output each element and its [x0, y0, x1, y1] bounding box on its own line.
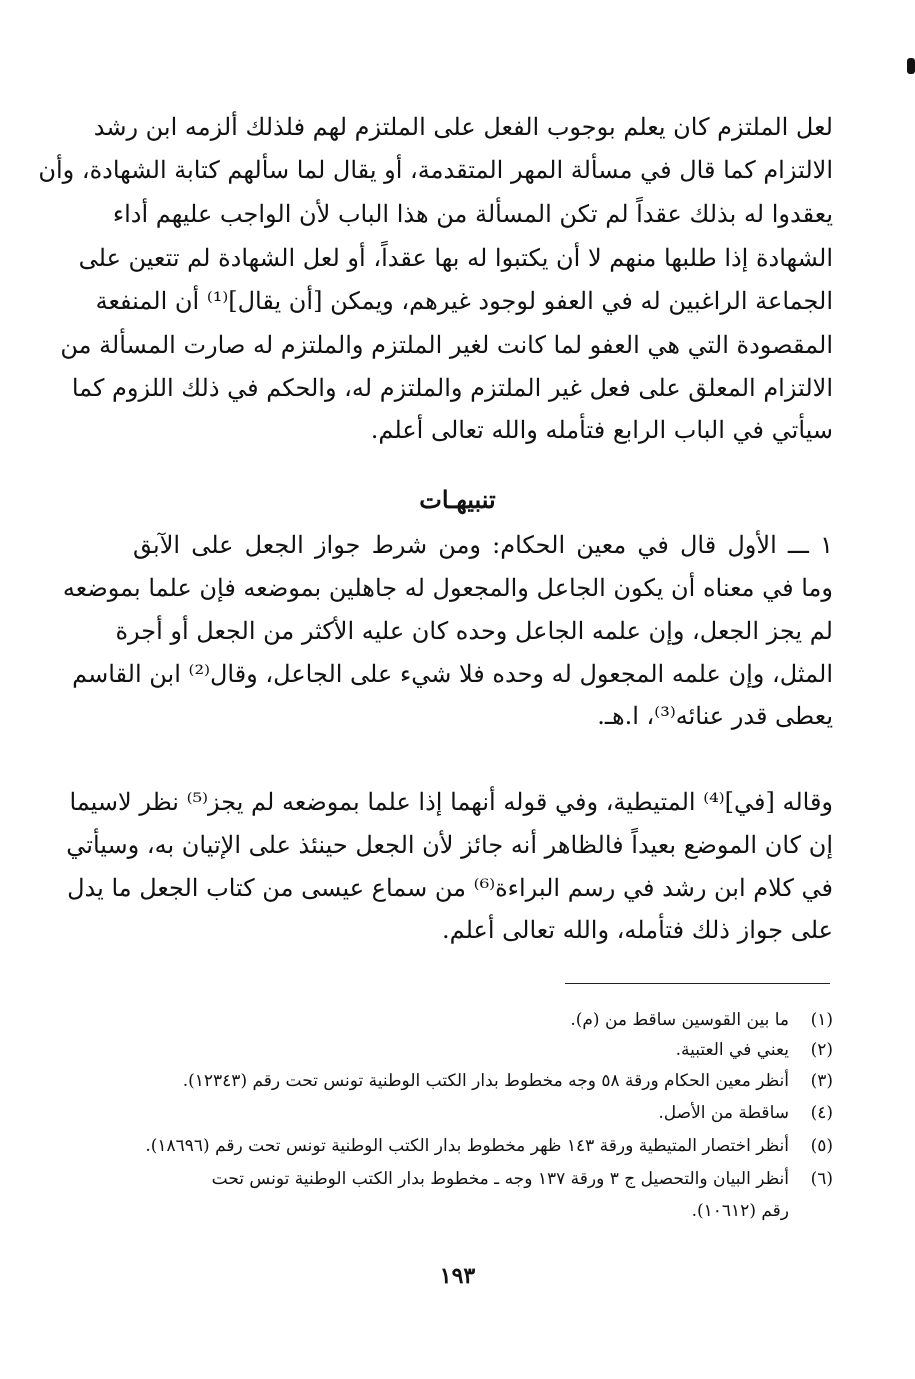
paragraph-1-line-6: المقصودة التي هي العفو لما كانت لغير الملتزم والملتزم له صارت المسألة من [60, 331, 833, 359]
footnote-number: (٤) [810, 1103, 833, 1123]
paragraph-2-line-4: المثل، وإن علمه المجعول له وحده فلا شيء على الجاعل، وقال⁽²⁾ ابن القاسم [72, 660, 833, 688]
footnote-5 [133, 1131, 833, 1161]
paragraph-2-line-5: يعطى قدر عنائه⁽³⁾، ا.هـ. [597, 702, 833, 730]
footnote-6-continuation: رقم (١٠٦١٢). [691, 1201, 789, 1221]
paragraph-1-line-5: الجماعة الراغبين له في العفو لوجود غيرهم، ويمكن [أن يقال]⁽¹⁾ أن المنفعة [95, 287, 833, 315]
footnote-3 [133, 1066, 833, 1096]
paragraph-1-line-3: يعقدوا له بذلك عقداً لم تكن المسألة من هذا الباب لأن الواجب عليهم أداء [112, 200, 833, 228]
paragraph-1-line-4: الشهادة إذا طلبها منهم لا أن يكتبوا له بها عقداً، أو لعل الشهادة لم تتعين على [78, 244, 833, 272]
footnote-6 [133, 1164, 833, 1194]
footnote-number: (٢) [810, 1040, 833, 1060]
scan-margin-mark [907, 58, 915, 74]
paragraph-3-line-3: في كلام ابن رشد في رسم البراءة⁽⁶⁾ من سماع عيسى من كتاب الجعل ما يدل [67, 874, 833, 902]
paragraph-1-line-1: لعل الملتزم كان يعلم بوجوب الفعل على الملتزم لهم فلذلك ألزمه ابن رشد [93, 113, 833, 141]
page-number: ١٩٣ [439, 1263, 476, 1289]
footnote-number: (٣) [810, 1071, 833, 1091]
footnote-2 [133, 1035, 833, 1065]
paragraph-3-line-1: وقاله [في]⁽⁴⁾ المتيطية، وفي قوله أنهما إذا علما بموضعه لم يجز⁽⁵⁾ نظر لاسيما [69, 788, 833, 816]
paragraph-1-line-8: سيأتي في الباب الرابع فتأمله والله تعالى أعلم. [370, 416, 833, 444]
footnote-text: ما بين القوسين ساقط من (م). [570, 1010, 789, 1030]
paragraph-2-line-1: ١ ـــ الأول قال في معين الحكام: ومن شرط جواز الجعل على الآبق [133, 531, 833, 559]
paragraph-3-line-4: على جواز ذلك فتأمله، والله تعالى أعلم. [441, 916, 833, 944]
footnote-text: ساقطة من الأصل. [658, 1103, 789, 1123]
footnote-separator [565, 983, 830, 984]
section-heading: تنبيهـات [419, 485, 496, 514]
paragraph-1-line-7: الالتزام المعلق على فعل غير الملتزم والملتزم له، والحكم في ذلك اللزوم كما [71, 374, 833, 402]
paragraph-2-line-2: وما في معناه أن يكون الجاعل والمجعول له جاهلين بموضعه فإن علما بموضعه [62, 574, 833, 602]
footnote-number: (٥) [810, 1136, 833, 1156]
paragraph-1-line-2: الالتزام كما قال في مسألة المهر المتقدمة، أو يقال لما سألهم كتابة الشهادة، وأن [38, 156, 833, 184]
footnote-1 [133, 1005, 833, 1035]
footnote-text: أنظر البيان والتحصيل ج ٣ ورقة ١٣٧ وجه ـ مخطوط بدار الكتب الوطنية تونس تحت [211, 1169, 789, 1189]
footnote-number: (١) [810, 1010, 833, 1030]
paragraph-2-line-3: لم يجز الجعل، وإن علمه الجاعل وحده كان عليه الأكثر من الجعل أو أجرة [115, 617, 833, 645]
footnote-4 [133, 1098, 833, 1128]
footnote-text: أنظر معين الحكام ورقة ٥٨ وجه مخطوط بدار الكتب الوطنية تونس تحت رقم (١٢٣٤٣). [182, 1071, 789, 1091]
footnote-text: يعني في العتبية. [675, 1040, 789, 1060]
footnote-number: (٦) [810, 1169, 833, 1189]
paragraph-3-line-2: إن كان الموضع بعيداً فالظاهر أنه جائز لأن الجعل حينئذ على الإتيان به، وسيأتي [66, 831, 833, 859]
footnote-text: أنظر اختصار المتيطية ورقة ١٤٣ ظهر مخطوط بدار الكتب الوطنية تونس تحت رقم (١٨٦٩٦). [145, 1136, 789, 1156]
